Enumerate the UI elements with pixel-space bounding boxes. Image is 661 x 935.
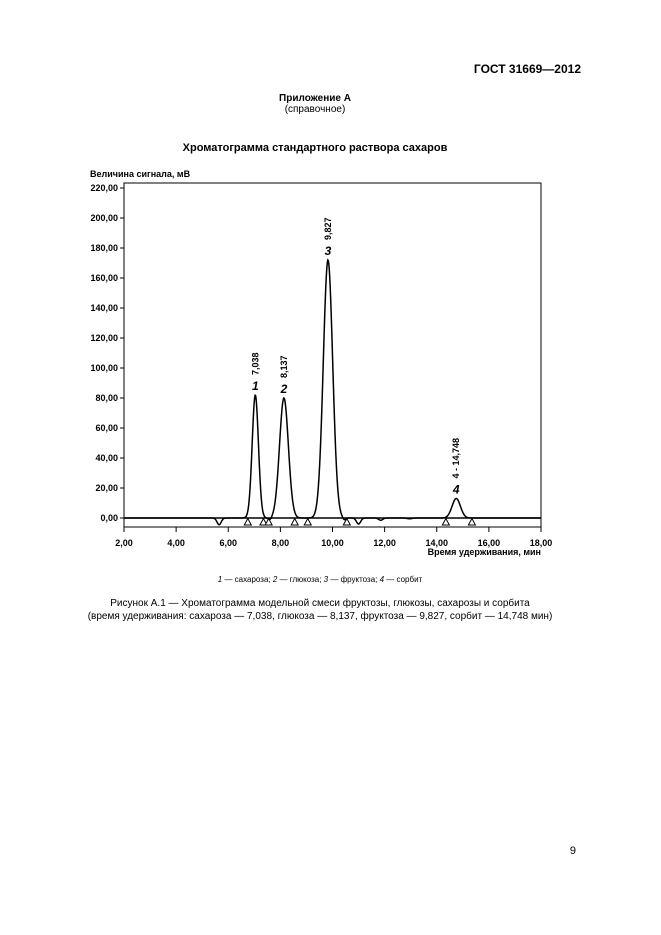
legend-number-2: 2 [272, 575, 278, 584]
peak-labels [250, 217, 461, 496]
y-axis-label: Величина сигнала, мВ [90, 169, 191, 179]
x-tick-label: 4,00 [167, 538, 185, 548]
integration-marker [291, 519, 298, 526]
legend-text-2: — глюкоза; [277, 575, 324, 584]
peak-number-label: 2 [280, 382, 288, 396]
x-tick-label: 12,00 [373, 538, 396, 548]
integration-marker [304, 519, 311, 526]
integration-marker [468, 519, 475, 526]
x-tick-label: 14,00 [425, 538, 449, 548]
x-tick-label: 16,00 [477, 538, 501, 548]
peak-number-label: 3 [324, 244, 332, 258]
annex-subtitle: (справочное) [284, 104, 346, 115]
figure-caption: Рисунок А.1 — Хроматограмма модельной смеси фруктозы, глюкозы, сахарозы и сорбита [110, 598, 530, 609]
peak-retention-time-label: 4 - 14,748 [451, 437, 462, 479]
peak-retention-time-label: 7,038 [250, 352, 261, 375]
y-tick-label: 80,00 [95, 393, 118, 403]
legend-text-4: — сорбит [384, 575, 423, 584]
x-tick-label: 2,00 [115, 538, 133, 548]
legend-text-1: — сахароза; [222, 575, 273, 584]
y-axis-ticks [90, 183, 124, 523]
y-tick-label: 120,00 [90, 333, 118, 343]
chart-legend [0, 575, 640, 584]
y-tick-label: 140,00 [90, 303, 118, 313]
peak-number-label: 1 [251, 379, 259, 393]
x-tick-label: 18,00 [529, 538, 553, 548]
annex-title: Приложение А [279, 93, 351, 104]
signal-trace [124, 260, 541, 525]
peak-retention-time-label: 8,137 [278, 355, 289, 378]
x-tick-label: 10,00 [321, 538, 344, 548]
x-axis-label: Время удерживания, мин [427, 547, 541, 557]
legend-number-4: 4 [379, 575, 385, 584]
x-tick-label: 8,00 [271, 538, 290, 548]
peak-number-label: 4 [452, 482, 460, 497]
chart-title: Хроматограмма стандартного раствора сахаров [182, 142, 448, 154]
integration-marker [265, 519, 272, 526]
legend-number-3: 3 [323, 575, 329, 584]
y-tick-label: 220,00 [90, 183, 118, 193]
document-code: ГОСТ 31669—2012 [473, 62, 581, 76]
integration-marker [244, 519, 251, 526]
y-tick-label: 200,00 [90, 213, 118, 223]
x-axis-ticks [115, 527, 552, 548]
y-tick-label: 180,00 [90, 243, 118, 253]
peak-retention-time-label: 9,827 [322, 217, 333, 240]
y-tick-label: 40,00 [95, 453, 118, 463]
legend-text-3: — фруктоза; [328, 575, 380, 584]
y-tick-label: 0,00 [100, 513, 118, 523]
integration-marker [442, 519, 449, 526]
figure-caption-details: (время удерживания: сахароза — 7,038, глюкоза — 8,137, фруктоза — 9,827, сорбит — 14,748 мин) [87, 611, 553, 622]
legend-number-1: 1 [217, 575, 223, 584]
page-number: 9 [569, 845, 576, 857]
y-tick-label: 60,00 [95, 423, 118, 433]
y-tick-label: 20,00 [95, 483, 118, 493]
x-tick-label: 6,00 [219, 538, 238, 548]
y-tick-label: 100,00 [90, 363, 118, 373]
y-tick-label: 160,00 [90, 273, 118, 283]
